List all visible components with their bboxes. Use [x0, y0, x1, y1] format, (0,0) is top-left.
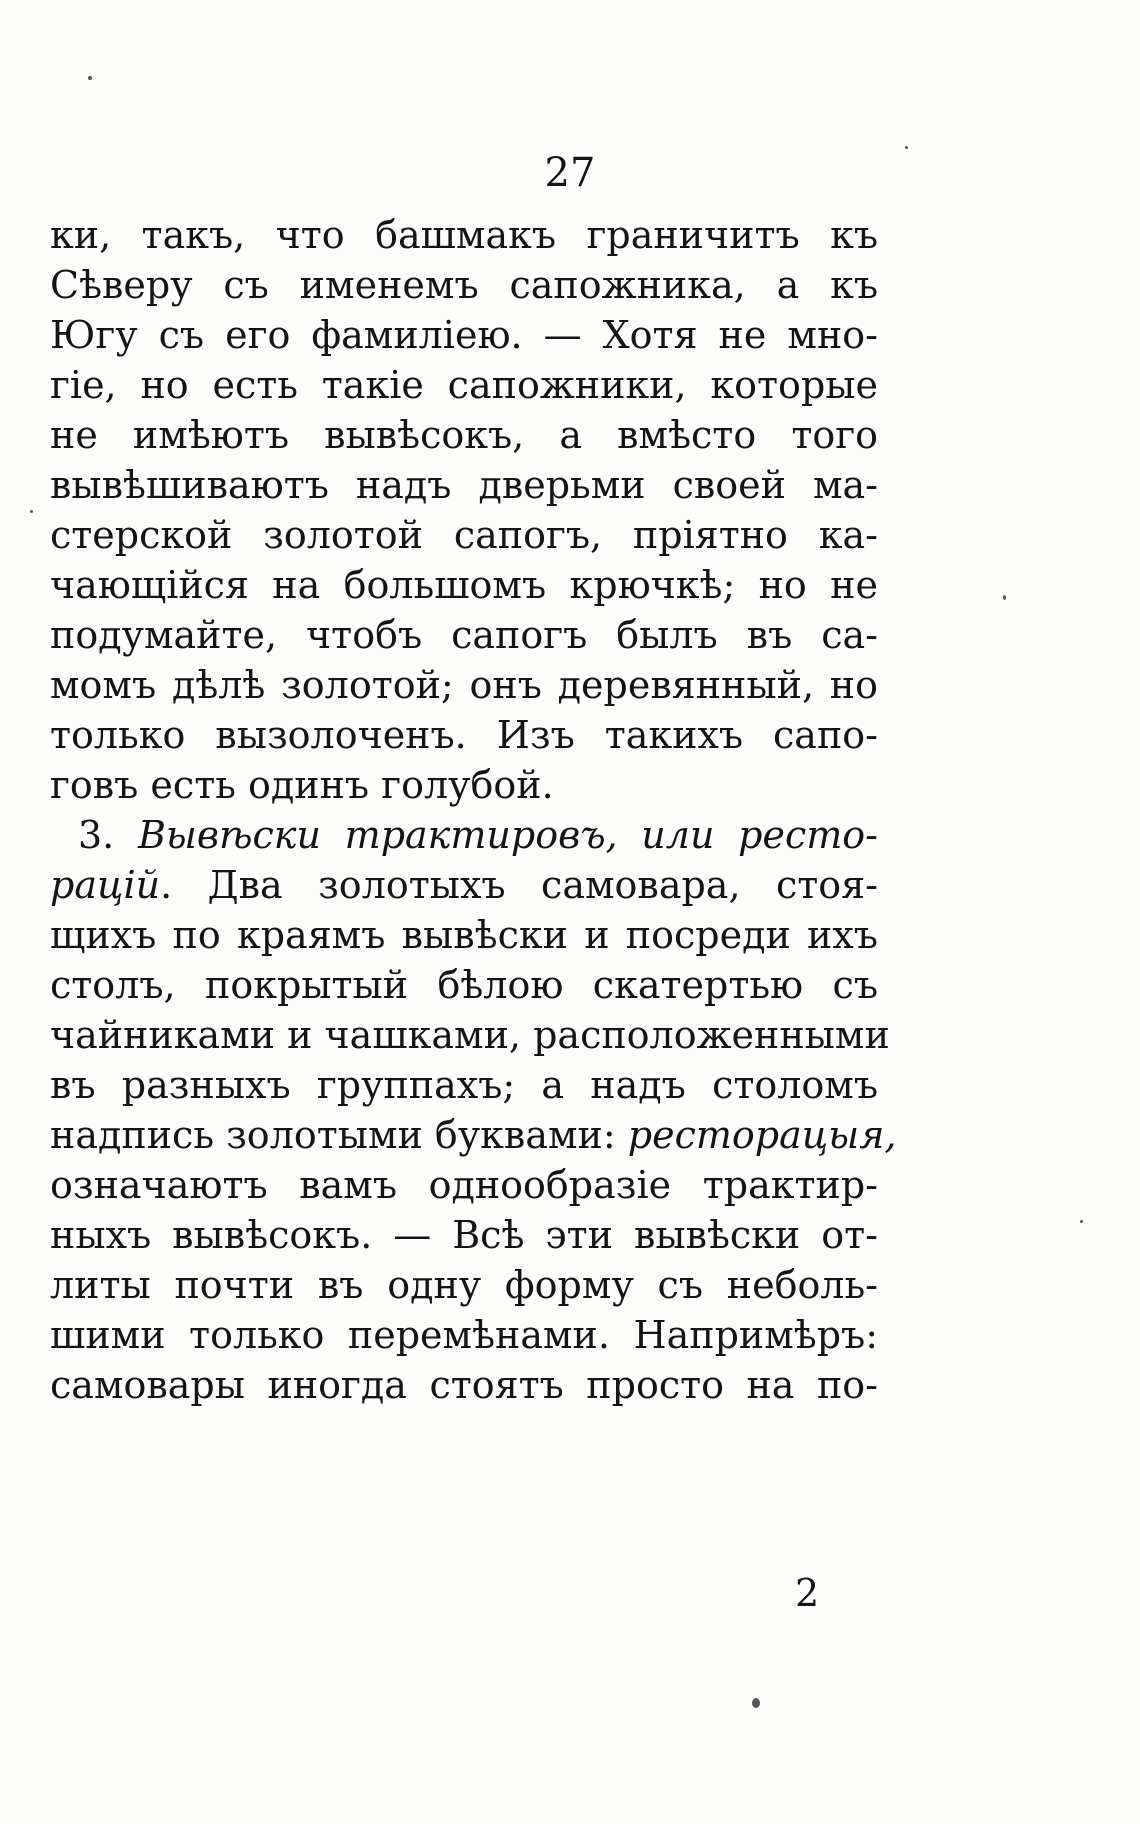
inscription-prefix: надпись золотыми буквами: [50, 1113, 616, 1157]
ink-speck [88, 76, 92, 80]
section-heading-line [78, 807, 878, 863]
section-heading-line-2 [50, 857, 878, 913]
ink-speck [1080, 1220, 1083, 1223]
section-text: . Два золотыхъ самовара, стоя- [160, 863, 878, 907]
signature-mark: 2 [795, 1571, 820, 1615]
text-line: столъ, покрытый бѣлою скатертью съ [50, 963, 878, 1007]
ink-speck [905, 146, 908, 149]
text-line: ки, такъ, что башмакъ граничитъ къ [50, 213, 878, 257]
page-number: 27 [544, 150, 596, 196]
text-line: гіе, но есть такіе сапожники, которые [50, 363, 878, 407]
ink-speck [1003, 595, 1006, 600]
section-title-end: рацій [50, 863, 161, 907]
text-line: только вызолоченъ. Изъ такихъ сапо- [50, 713, 878, 757]
text-line: Сѣверу съ именемъ сапожника, а къ [50, 263, 878, 307]
ink-speck [30, 510, 33, 513]
text-line: вывѣшиваютъ надъ дверьми своей ма- [50, 463, 878, 507]
section-number: 3. [78, 813, 115, 857]
text-line: шими только перемѣнами. Напримѣръ: [50, 1313, 878, 1357]
inscription-word: ресторацыя, [627, 1113, 897, 1157]
text-line: не имѣютъ вывѣсокъ, а вмѣсто того [50, 413, 878, 457]
text-line: означаютъ вамъ однообразіе трактир- [50, 1163, 878, 1207]
text-line: въ разныхъ группахъ; а надъ столомъ [50, 1063, 878, 1107]
ink-speck [752, 1698, 760, 1708]
text-line: литы почти въ одну форму съ неболь- [50, 1263, 878, 1307]
text-line: ныхъ вывѣсокъ. — Всѣ эти вывѣски от- [50, 1213, 878, 1257]
text-line: чайниками и чашками, расположенными [50, 1013, 890, 1057]
text-line: говъ есть одинъ голубой. [50, 763, 554, 807]
text-line: чающійся на большомъ крючкѣ; но не [50, 563, 878, 607]
text-line: момъ дѣлѣ золотой; онъ деревянный, но [50, 663, 878, 707]
text-line: щихъ по краямъ вывѣски и посреди ихъ [50, 913, 878, 957]
text-line: подумайте, чтобъ сапогъ былъ въ са- [50, 613, 878, 657]
section-title: Вывѣски трактировъ, или ресто- [137, 813, 878, 857]
inscription-line [50, 1107, 897, 1163]
text-line: самовары иногда стоятъ просто на по- [50, 1363, 878, 1407]
text-line: Югу съ его фамиліею. — Хотя не мно- [50, 313, 878, 357]
text-line: стерской золотой сапогъ, пріятно ка- [50, 513, 878, 557]
